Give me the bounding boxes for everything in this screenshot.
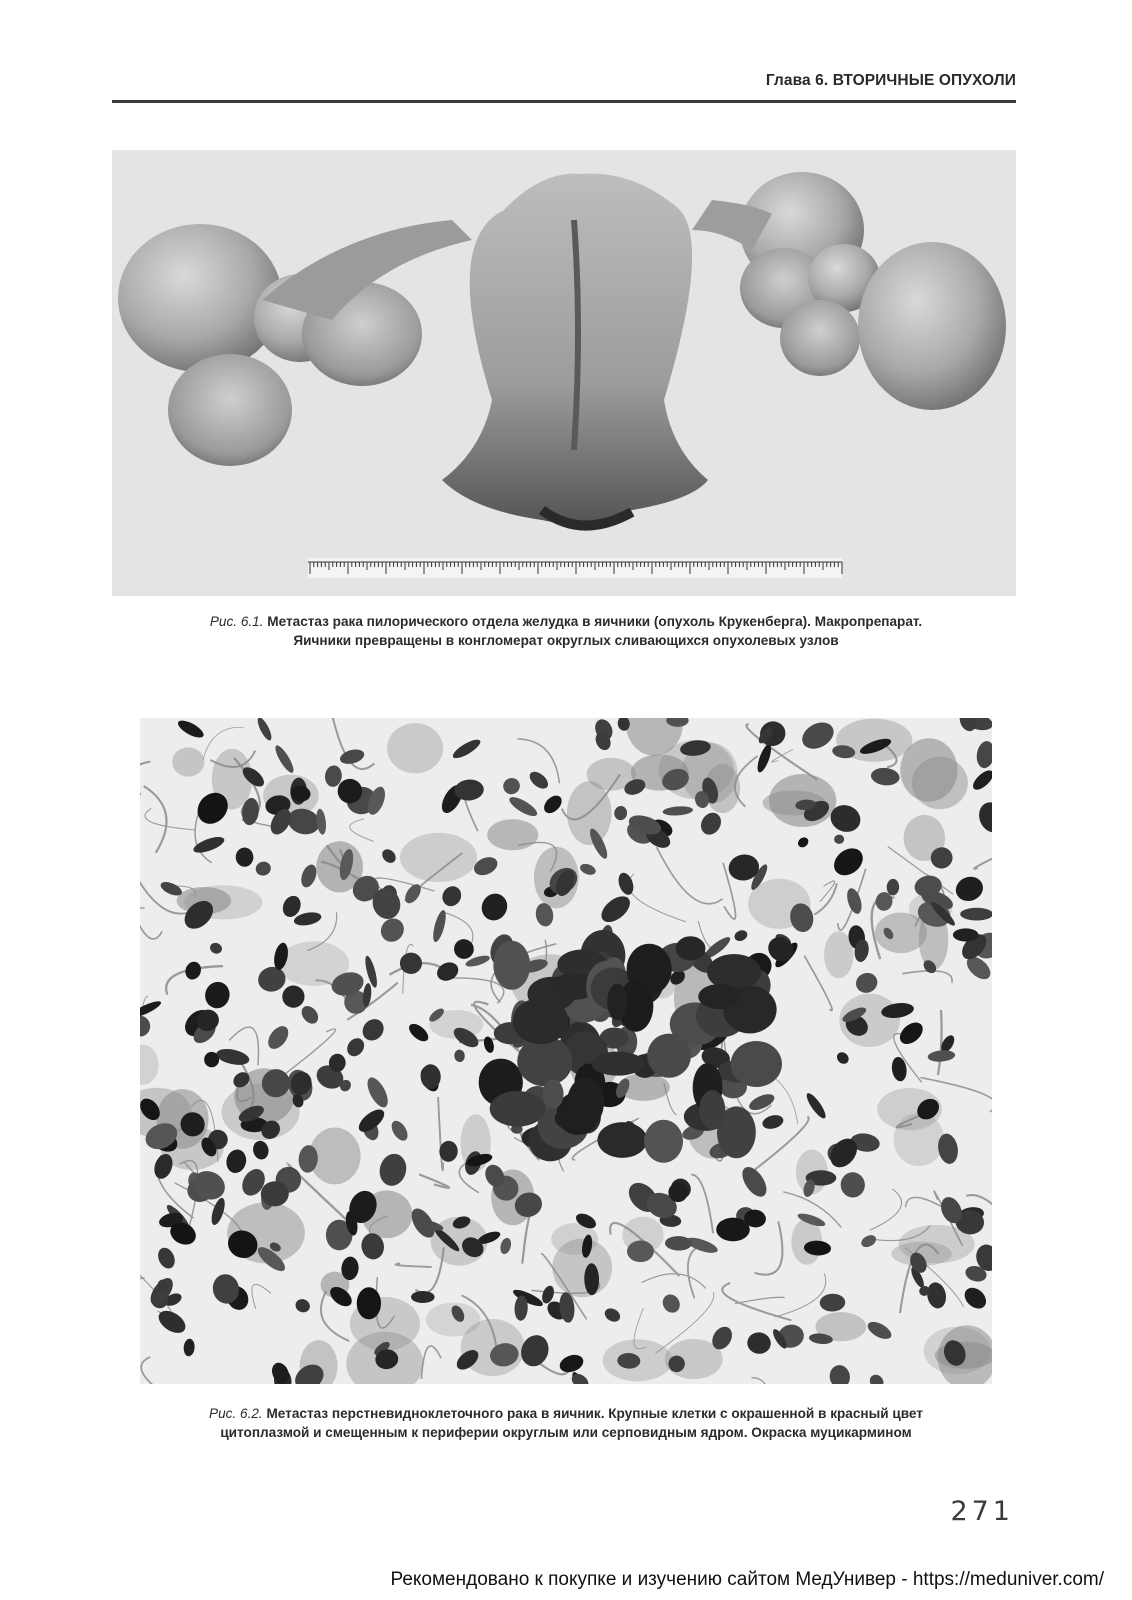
chapter-title: ВТОРИЧНЫЕ ОПУХОЛИ [832, 72, 1016, 89]
figure-micrograph [140, 718, 992, 1384]
figure-1-caption-text: Метастаз рака пилорического отдела желудка в яичники (опухоль Крукенберга). Макропрепарат. Яичники превращены в конгломерат округлых сливающихся опухолевых узлов [267, 614, 923, 648]
micrograph-image [140, 718, 992, 1384]
figure-2-caption [170, 1404, 962, 1442]
figure-2-label: Рис. 6.2. [209, 1406, 263, 1421]
figure-1-label: Рис. 6.1. [209, 614, 264, 629]
chapter-number: Глава 6. [765, 72, 829, 89]
figure-1-caption [200, 612, 932, 650]
running-header [112, 72, 1016, 90]
figure-macro-specimen-photo [112, 150, 1016, 596]
page-number: 271 [950, 1496, 1014, 1527]
watermark-link-text[interactable]: Рекомендовано к покупке и изучению сайтом МедУнивер - https://meduniver.com/ [390, 1569, 1104, 1590]
header-rule [112, 100, 1016, 103]
specimen-image [112, 150, 1016, 596]
figure-2-caption-text: Метастаз перстневидноклеточного рака в яичник. Крупные клетки с окрашенной в красный цвет цитоплазмой и смещенным к периферии округлым или серповидным ядром. Окраска муцикармином [220, 1406, 923, 1440]
